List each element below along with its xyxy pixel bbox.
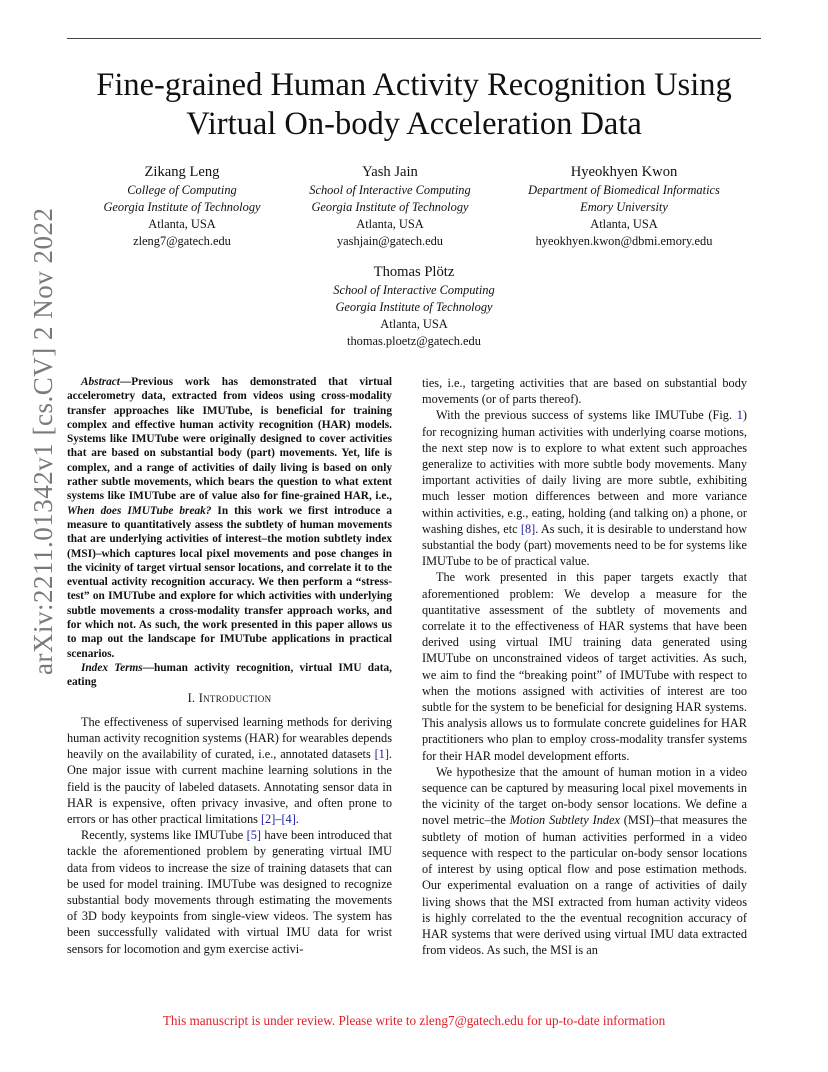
citation-link[interactable]: [8] xyxy=(520,521,536,536)
text-run: The effectiveness of supervised learning methods for deriving human activity recognition systems (HAR) for wearables depends heavily on the availability of curated, i.e., annotated datasets xyxy=(67,714,392,762)
author-affiliation: School of Interactive Computing xyxy=(333,283,495,297)
text-run: . xyxy=(295,811,299,826)
header-rule xyxy=(67,38,761,39)
author-location: Atlanta, USA xyxy=(148,217,216,231)
author-location: Atlanta, USA xyxy=(590,217,658,231)
author-email: zleng7@gatech.edu xyxy=(133,234,231,248)
text-run: With the previous success of systems like IMUTube (Fig. xyxy=(436,408,737,423)
index-terms-text: —human activity recognition, virtual IMU data, eating xyxy=(67,661,392,689)
abstract-emphasis: When does IMUTube break? xyxy=(67,504,212,517)
figure-link[interactable]: 1 xyxy=(736,408,743,423)
right-column xyxy=(422,375,747,958)
author-email: hyeokhyen.kwon@dbmi.emory.edu xyxy=(535,234,713,248)
abstract-text-a: —Previous work has demonstrated that virtual accelerometry data, extracted from videos using cross-modality transfer approaches like IMUTube, is beneficial for training complex and effective human activity recognition (HAR) models. Systems like IMUTube were originally designed to cover activities that are based on substantial body (part) movements. Yet, life is complex, and a range of activities of daily living is based on only rather subtle movements, which bears the question to what extent systems like IMUTube are of value also for fine-grained HAR, i.e., xyxy=(67,376,392,503)
abstract-label: Abstract xyxy=(81,376,120,388)
author-affiliation: College of Computing xyxy=(127,183,237,197)
author-affiliation: Department of Biomedical Informatics xyxy=(528,183,720,197)
section-number: I. xyxy=(187,690,196,705)
intro-paragraph-5 xyxy=(422,764,747,958)
author-institution: Georgia Institute of Technology xyxy=(103,200,261,214)
title-line-1: Fine-grained Human Activity Recognition Using xyxy=(96,67,732,103)
text-run: . One major issue with current machine learning solutions in the field is the paucity of labeled datasets. Annotating sensor data in HAR is expensive, often privacy invasive, and often prone to errors or has other practical limitations xyxy=(67,747,392,826)
intro-paragraph-1 xyxy=(67,714,392,827)
intro-paragraph-3 xyxy=(422,407,747,569)
paper-title xyxy=(67,66,761,144)
author-institution: Emory University xyxy=(580,200,668,214)
section-title: Introduction xyxy=(198,690,272,705)
author-location: Atlanta, USA xyxy=(356,217,424,231)
title-line-2: Virtual On-body Acceleration Data xyxy=(186,106,642,142)
text-run: Recently, systems like IMUTube xyxy=(81,828,247,843)
index-terms xyxy=(67,661,392,690)
author-name: Yash Jain xyxy=(362,164,418,180)
author-institution: Georgia Institute of Technology xyxy=(335,300,493,314)
text-run: We hypothesize that the amount of human motion in a video sequence can be captured by measuring local pixel movements in the vicinity of the target on-body sensor locations. We define a novel metric–the xyxy=(422,764,747,828)
citation-link[interactable]: [4] xyxy=(281,811,296,826)
review-notice: This manuscript is under review. Please write to zleng7@gatech.edu for up-to-date information xyxy=(162,1013,666,1028)
author-name: Zikang Leng xyxy=(144,164,220,180)
citation-link[interactable]: [2] xyxy=(260,811,276,826)
text-run: have been introduced that tackle the aforementioned problem by generating virtual IMU data from videos to increase the size of training datasets that can be used for model training. IMUTube was designed to recognize substantial body movements through estimating the movements of 3D body keypoints from single-view videos. The system has been successfully validated with virtual IMU data for wrist sensors for locomotion and gym exercise activi- xyxy=(67,828,392,956)
author-email: thomas.ploetz@gatech.edu xyxy=(347,334,481,348)
text-run: (MSI)–that measures the subtlety of motion of human activities performed in a video sequence with respect to the particular on-body sensor locations of interest by using optical flow and pose estimation methods. Our experimental evaluation on a range of activities of daily living shows that the MSI extracted from human activity videos is highly correlated to the the eventual recognition accuracy of HAR systems that were derived using virtual IMU data extracted from videos. As such, the MSI is an xyxy=(422,813,747,958)
author-location: Atlanta, USA xyxy=(380,317,448,331)
author-block-4 xyxy=(299,263,529,350)
text-run: ) for recognizing human activities with underlying coarse motions, the next step now is to explore to what extent such approaches generalize to activities with more subtle body movements. Many important activities of daily living are more subtle, exhibiting much lesser motion differences between and more variance within activities, e.g., eating, holding (and talking on) a phone, or washing dishes, etc xyxy=(422,408,747,536)
text-run: – xyxy=(275,811,282,826)
author-affiliation: School of Interactive Computing xyxy=(309,183,471,197)
abstract xyxy=(67,375,392,661)
left-column xyxy=(67,375,392,957)
arxiv-identifier: arXiv:2211.01342v1 [cs.CV] 2 Nov 2022 xyxy=(28,207,58,675)
author-block-2 xyxy=(281,163,499,250)
author-name: Hyeokhyen Kwon xyxy=(570,164,678,180)
abstract-text-b: In this work we first introduce a measure to quantitatively assess the subtlety of human movements that are underlying activities of interest–the motion subtlety index (MSI)–which captures local pixel movements and pose changes in the vicinity of target virtual sensor locations, and correlate it to the eventual activity recognition accuracy. We then perform a “stress-test” on IMUTube and explore for which activities with underlying subtle movements a cross-modality transfer approach works, and for which not. As such, the work presented in this paper allows us to map out the landscape for IMUTube applications in practical scenarios. xyxy=(67,504,392,660)
index-terms-label: Index Terms xyxy=(81,661,143,674)
author-name: Thomas Plötz xyxy=(373,264,455,280)
author-block-3 xyxy=(494,163,754,250)
msi-term: Motion Subtlety Index xyxy=(509,813,620,828)
citation-link[interactable]: [1] xyxy=(374,747,389,762)
author-block-1 xyxy=(67,163,297,250)
citation-link[interactable]: [5] xyxy=(246,828,261,843)
author-institution: Georgia Institute of Technology xyxy=(311,200,469,214)
intro-paragraph-2 xyxy=(67,827,392,957)
text-run: . As such, it is desirable to understand how substantial the body (part) movements need to be for systems like IMUTube to be of practical value. xyxy=(422,521,748,569)
intro-paragraph-4: The work presented in this paper targets exactly that aforementioned problem: We develop a measure for the quantitative assessment of the subtlety of movements and correlate it to the effectiveness of HAR systems that have been derived using virtual IMU training data generated using IMUTube on unconstrained videos of target activities. As such, we aim to find the “breaking point” of IMUTube with respect to when the motions assigned with activities of interest are too subtle for the system to be beneficial for designing HAR systems. This analysis allows us to formulate concrete guidelines for HAR practitioners who plan to employ cross-modality transfer systems for their HAR model development efforts. xyxy=(422,570,747,763)
author-email: yashjain@gatech.edu xyxy=(336,234,444,248)
section-heading xyxy=(67,690,392,706)
intro-paragraph-2-cont: ties, i.e., targeting activities that are based on substantial body movements (or of parts thereof). xyxy=(422,376,747,407)
